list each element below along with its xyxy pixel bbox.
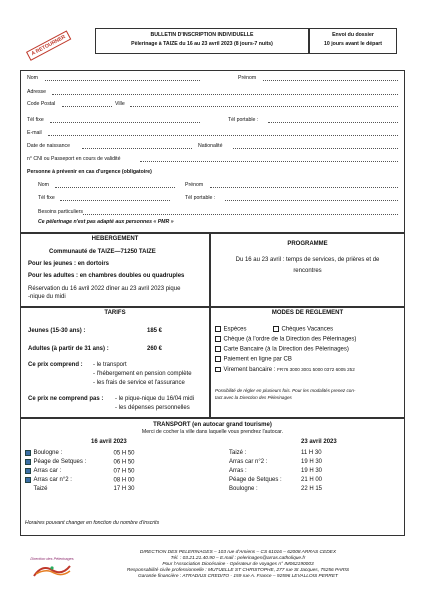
aller-time: 08 H 00 <box>113 477 135 484</box>
tel-portable-label: Tél portable : <box>228 117 259 123</box>
especes-checkbox[interactable] <box>215 326 221 332</box>
reservation-line2: -nique du midi <box>28 294 66 300</box>
especes-label: Espèces <box>223 326 247 333</box>
comprend-item: - l'hébergement en pension complète <box>93 371 192 377</box>
prenom-label: Prénom <box>238 75 257 81</box>
send-deadline-line2: 10 jours avant le départ <box>324 41 382 48</box>
iban: FR76 3000 3001 5000 0372 6005 252 <box>277 367 355 372</box>
carte-label: Carte Bancaire (à la Direction des Pèlerinages) <box>223 346 349 353</box>
cni-label: n° CNI ou Passeport en cours de validité <box>27 156 121 162</box>
ville-field[interactable] <box>130 106 398 107</box>
send-deadline-line1: Envoi du dossier <box>332 32 374 38</box>
ne-comprend-item: - le pique-nique du 16/04 midi <box>115 396 195 402</box>
urgence-prenom-label: Prénom <box>185 182 204 188</box>
retour-row <box>229 450 322 457</box>
logo-graphic-icon <box>28 562 76 578</box>
aller-checkbox[interactable] <box>25 468 31 474</box>
programme-box <box>210 233 405 307</box>
retour-time: 19 H 30 <box>301 459 323 465</box>
aller-checkbox[interactable] <box>25 477 31 483</box>
footer-line4: Responsabilité civile professionnelle : MUTUELLE ST CHRISTOPHE, 277 rue St Jacques, 75256 PARIS <box>126 567 350 573</box>
tarif-adultes-price: 260 € <box>147 346 163 352</box>
nom-field[interactable] <box>45 80 200 81</box>
retour-row <box>229 459 322 466</box>
tarifs-title: TARIFS <box>104 310 126 316</box>
header-title-box <box>95 28 309 54</box>
tel-portable-field[interactable] <box>268 122 398 123</box>
aller-time: 17 H 30 <box>113 486 135 492</box>
reglement-note-line2: tact avec la Direction des Pèlerinages <box>215 395 292 400</box>
hebergement-box <box>20 233 210 307</box>
cheques-vacances-label: Chèques Vacances <box>281 326 334 333</box>
email-field[interactable] <box>48 135 398 136</box>
reglement-note-line1: Possibilité de régler en plusieurs fois. Pour les modalités prenez con- <box>215 388 356 393</box>
transport-subtitle: Merci de cocher la ville dans laquelle vous prendrez l'autocar. <box>141 429 284 436</box>
urgence-tel-fixe-label: Tél fixe <box>38 195 55 201</box>
retour-city: Boulogne : <box>229 486 258 492</box>
retour-time: 21 H 00 <box>301 477 323 483</box>
aller-city: Péage de Setques : <box>33 459 87 466</box>
pelerinages-logo <box>28 557 76 579</box>
retour-time: 22 H 15 <box>301 486 323 492</box>
ne-comprend-item: - les dépenses personnelles <box>115 405 190 411</box>
aller-time: 06 H 50 <box>113 459 135 466</box>
code-postal-label: Code Postal <box>27 101 56 107</box>
ville-label: Ville <box>115 101 125 107</box>
transport-title: TRANSPORT (en autocar grand tourisme) <box>153 422 272 428</box>
urgence-nom-label: Nom <box>38 182 49 188</box>
ne-comprend-label: Ce prix ne comprend pas : <box>28 396 104 402</box>
aller-city: Boulogne : <box>33 450 63 457</box>
comprend-item: - les frais de service et l'assurance <box>93 380 185 386</box>
aller-time: 05 H 50 <box>113 450 135 457</box>
footer-email-link[interactable]: Tél. : 03.21.21.40.90 – E.mail : pelerinages@arras.catholique.fr <box>170 555 306 561</box>
programme-line2: rencontres <box>293 267 322 274</box>
carte-checkbox[interactable] <box>215 346 221 352</box>
retour-row <box>229 477 322 484</box>
jeunes-value: en dortoirs <box>77 261 110 267</box>
retour-city: Arras car n°2 : <box>229 459 268 465</box>
email-label: E-mail <box>27 130 42 136</box>
retour-city: Arras : <box>229 468 247 474</box>
urgence-nom-field[interactable] <box>55 187 175 188</box>
hebergement-title: HEBERGEMENT <box>91 236 139 242</box>
urgence-tel-portable-label: Tél portable : <box>185 195 216 201</box>
cheque-label: Chèque (à l'ordre de la Direction des Pèlerinages) <box>223 336 357 343</box>
retour-row <box>229 486 322 493</box>
code-postal-field[interactable] <box>62 106 112 107</box>
urgence-prenom-field[interactable] <box>210 187 398 188</box>
programme-title: PROGRAMME <box>287 241 328 247</box>
hebergement-place: Communauté de TAIZE—71250 TAIZE <box>49 249 156 255</box>
retour-city: Taizé : <box>229 450 247 456</box>
retour-time: 19 H 30 <box>301 468 323 474</box>
return-stamp: A RETOURNER <box>26 31 71 61</box>
aller-city: Arras car : <box>33 468 62 475</box>
comprend-label: Ce prix comprend : <box>28 362 83 368</box>
retour-date: 23 avril 2023 <box>301 439 337 445</box>
date-naissance-label: Date de naissance <box>27 143 70 149</box>
tarif-jeunes-label: Jeunes (15-30 ans) : <box>28 328 86 334</box>
pmr-note: Ce pèlerinage n'est pas adapté aux personnes « PMR » <box>38 219 174 225</box>
virement-label: Virement bancaire : <box>223 367 276 373</box>
aller-checkbox[interactable] <box>25 459 31 465</box>
tarif-adultes-label: Adultes (à partir de 31 ans) : <box>28 346 109 352</box>
reglement-box <box>210 307 405 418</box>
adultes-value: en chambres doubles ou quadruples <box>79 273 185 279</box>
virement-checkbox[interactable] <box>215 367 221 373</box>
aller-row <box>25 486 135 493</box>
aller-row[interactable] <box>25 477 135 485</box>
date-naissance-field[interactable] <box>82 148 192 149</box>
nationalite-field[interactable] <box>233 148 398 149</box>
transport-box <box>20 418 405 536</box>
footer-line1: DIRECTION DES PELERINAGES – 103 rue d'Amiens – CS 61016 – 62008 ARRAS CEDEX <box>139 550 337 555</box>
jeunes-label: Pour les jeunes : <box>28 261 77 267</box>
adresse-label: Adresse <box>27 89 47 95</box>
logo-text: Direction des Pèlerinages <box>30 557 74 561</box>
tarifs-box <box>20 307 210 418</box>
cheque-checkbox[interactable] <box>215 336 221 342</box>
aller-row[interactable] <box>25 450 135 458</box>
tel-fixe-field[interactable] <box>50 122 200 123</box>
aller-city: Arras car n°2 : <box>33 477 72 484</box>
send-deadline-box <box>309 28 397 54</box>
footer-text <box>88 550 388 580</box>
aller-row[interactable] <box>25 459 135 467</box>
paiement-cb-checkbox[interactable] <box>215 356 221 362</box>
form-subtitle: Pèlerinage à TAIZE du 16 au 23 avril 2023 (8 jours-7 nuits) <box>131 41 273 48</box>
besoins-field[interactable] <box>83 214 398 215</box>
tel-fixe-label: Tél fixe <box>27 117 44 123</box>
aller-city: Taizé <box>33 486 48 492</box>
tarif-jeunes-price: 185 € <box>147 328 163 334</box>
urgence-title: Personne à prévenir en cas d'urgence (obligatoire) <box>27 169 152 175</box>
adresse-field[interactable] <box>52 94 398 95</box>
form-title: BULLETIN D'INSCRIPTION INDIVIDUELLE <box>150 32 254 38</box>
retour-row <box>229 468 322 475</box>
programme-line1: Du 16 au 23 avril : temps de services, de prières et de <box>235 257 380 264</box>
nationalite-label: Nationalité <box>198 143 223 149</box>
aller-checkbox[interactable] <box>25 450 31 456</box>
aller-date: 16 avril 2023 <box>91 439 127 445</box>
aller-row[interactable] <box>25 468 135 476</box>
prenom-field[interactable] <box>263 80 398 81</box>
reglement-title: MODES DE REGLEMENT <box>271 310 344 316</box>
urgence-tel-portable-field[interactable] <box>225 200 398 201</box>
cheques-vacances-checkbox[interactable] <box>273 326 279 332</box>
nom-label: Nom <box>27 75 38 81</box>
footer-line3: Pour l'Association Diocésaine - Opérateur de voyages n° IM062190003 <box>162 561 314 567</box>
adultes-label: Pour les adultes : <box>28 273 79 279</box>
reservation-line1: Réservation du 16 avril 2022 dîner au 23 avril 2023 pique <box>28 286 181 292</box>
retour-city: Péage de Setques : <box>229 477 282 483</box>
aller-time: 07 H 50 <box>113 468 135 475</box>
cni-field[interactable] <box>140 161 398 162</box>
comprend-item: - le transport <box>93 362 127 368</box>
besoins-label: Besoins particuliers <box>38 209 83 215</box>
retour-time: 11 H 30 <box>301 450 322 456</box>
paiement-cb-label: Paiement en ligne par CB <box>223 356 292 363</box>
horaires-note: Horaires pouvant changer en fonction du nombre d'inscrits <box>25 520 160 526</box>
urgence-tel-fixe-field[interactable] <box>60 200 170 201</box>
footer-line5: Garantie financière : ATRADIUS CREDITO - 159 rue A. France – 92596 LEVALLOIS PERRET <box>138 573 338 579</box>
